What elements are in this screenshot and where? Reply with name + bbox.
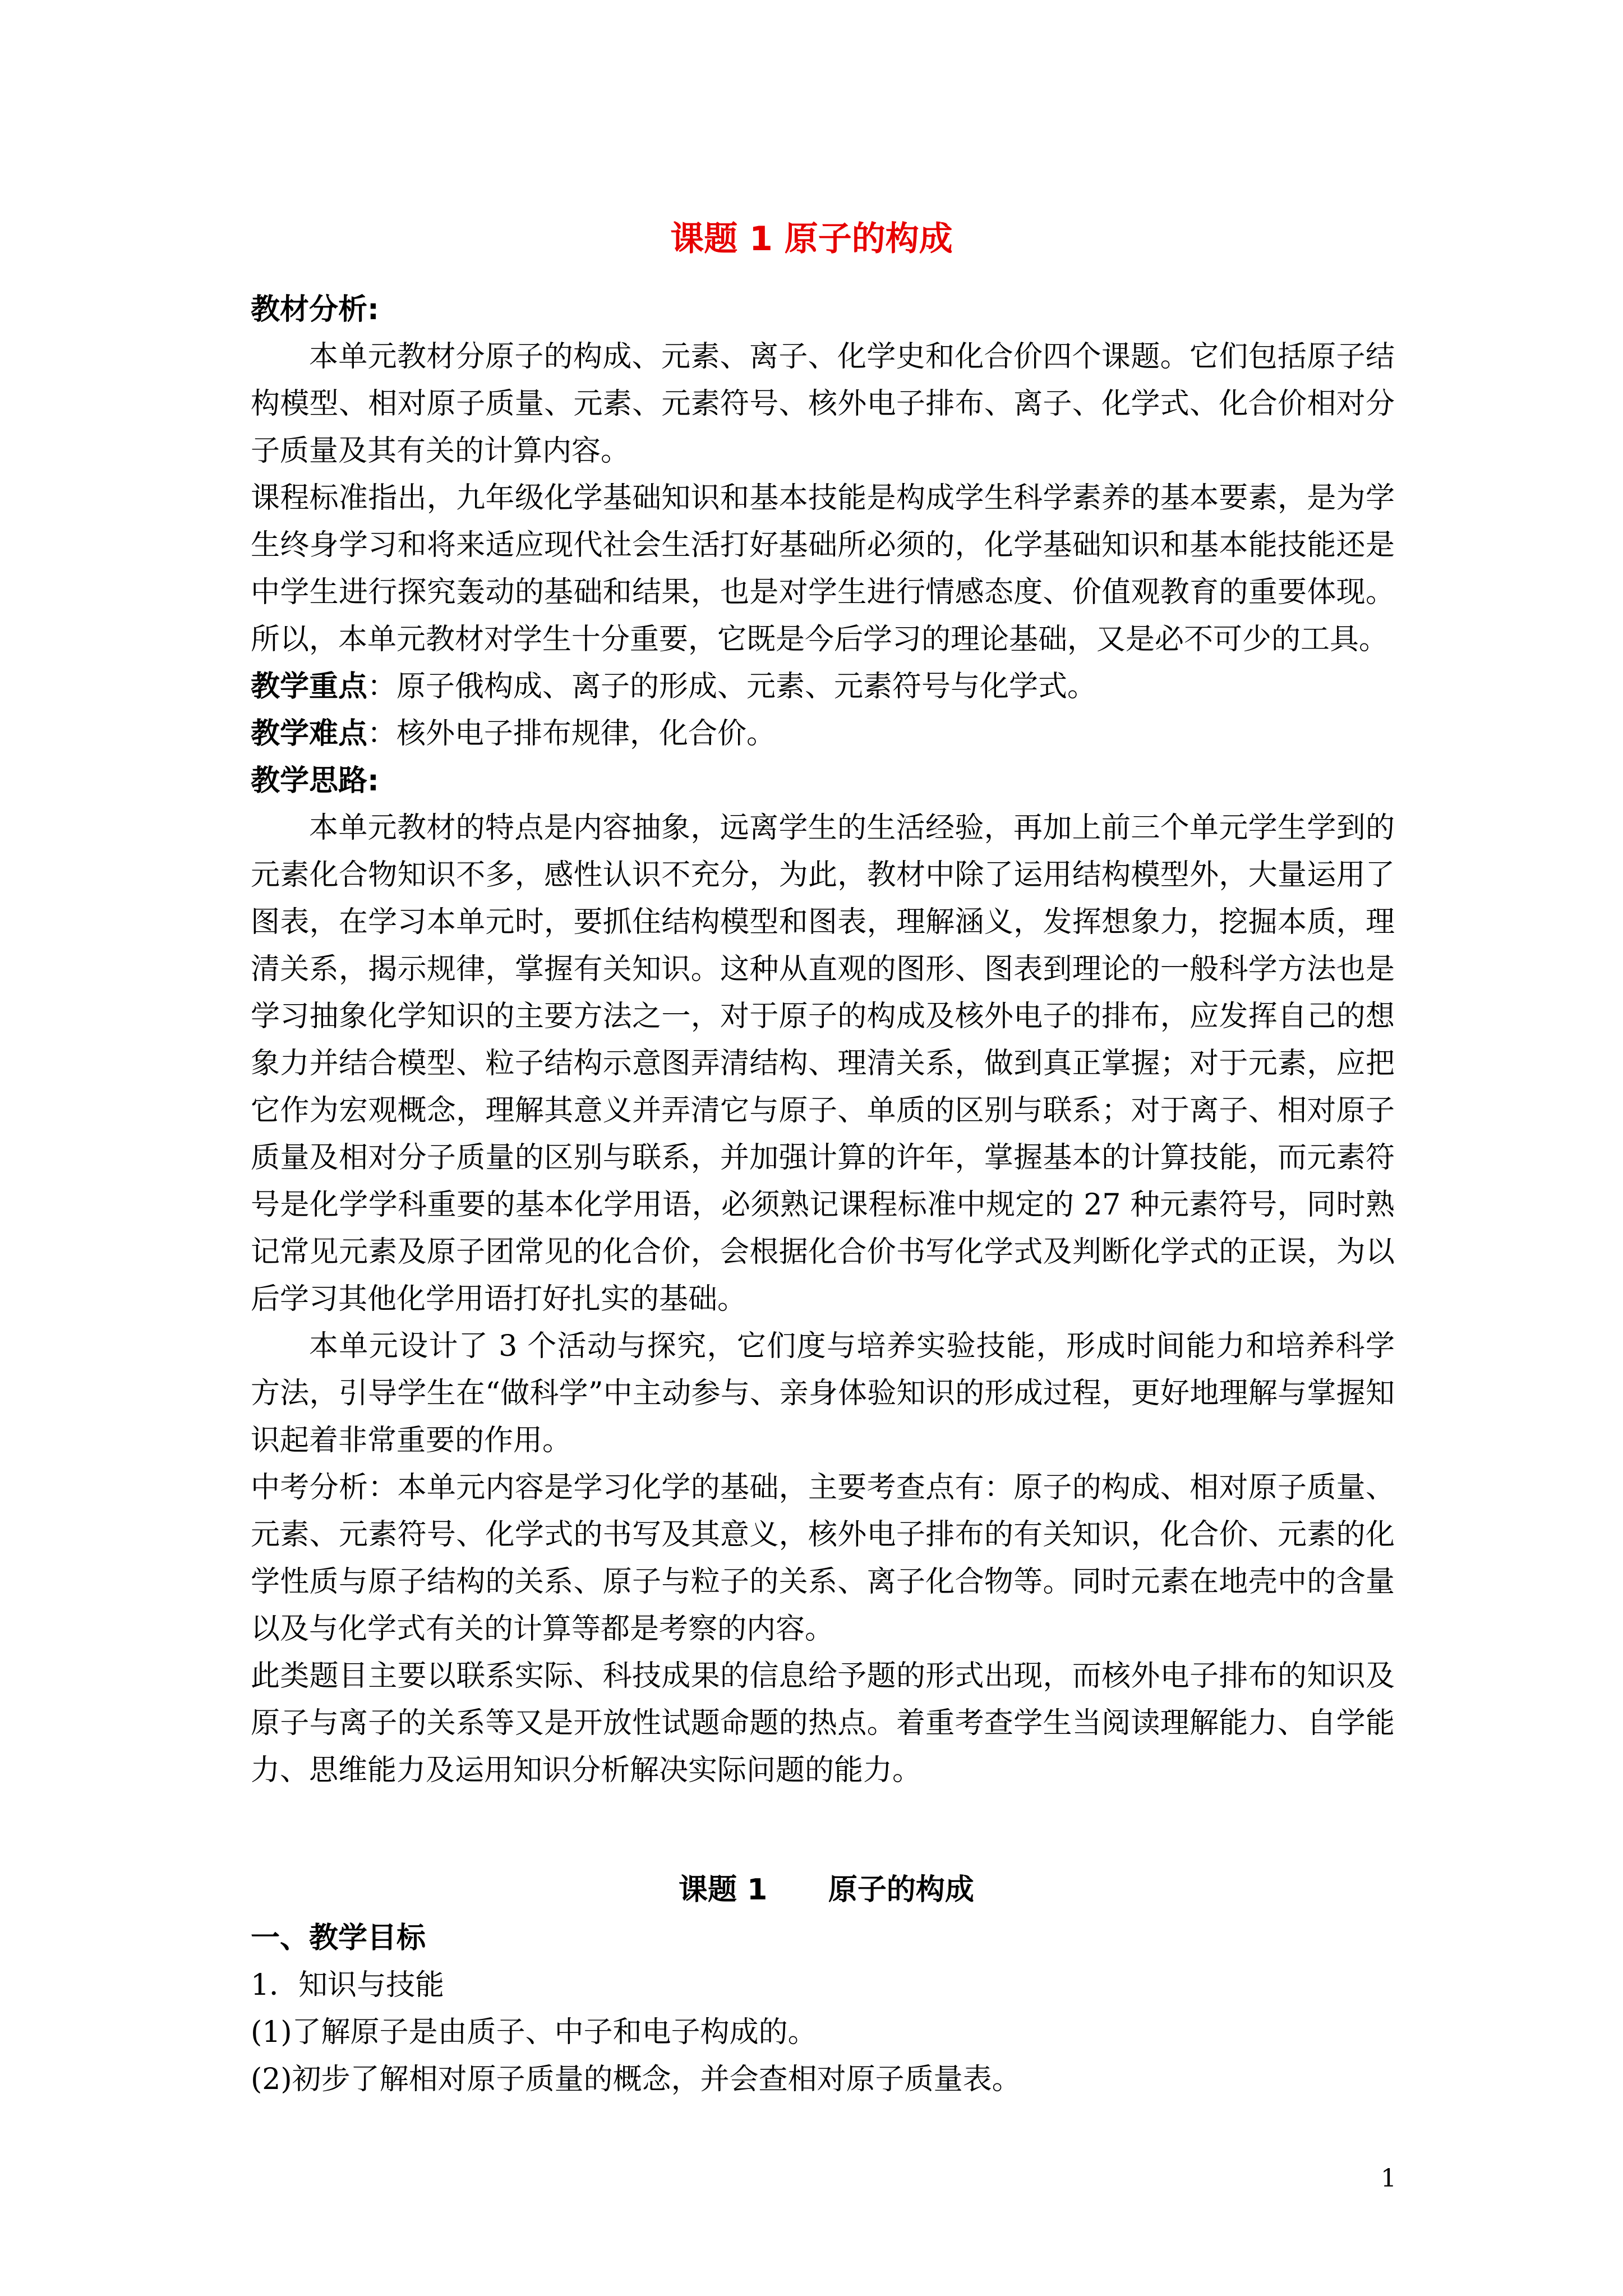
lesson-title: 课题 1 原子的构成 [679, 1873, 974, 1907]
exam-analysis-paragraph: 中考分析：本单元内容是学习化学的基础，主要考查点有：原子的构成、相对原子质量、元素、元素符号、化学式的书写及其意义，核外电子排布的有关知识，化合价、元素的化学性质与原子结构的关系、原子与粒子的关系、离子化合物等。同时元素在地壳中的含量以及与化学式有关的计算等都是考察的内容。 [251, 1471, 1395, 1646]
exam-note-paragraph: 此类题目主要以联系实际、科技成果的信息给予题的形式出现，而核外电子排布的知识及原子与离子的关系等又是开放性试题命题的热点。着重考查学生当阅读理解能力、自学能力、思维能力及运用知识分析解决实际问题的能力。 [251, 1659, 1395, 1787]
lesson-section [251, 1915, 1395, 2103]
approach-heading: 教学思路: [251, 764, 379, 798]
analysis-paragraph-1: 本单元教材分原子的构成、元素、离子、化学史和化合价四个课题。它们包括原子结构模型、相对原子质量、元素、元素符号、核外电子排布、离子、化学式、化合价相对分子质量及其有关的计算内容。 [251, 340, 1395, 468]
difficult-point-label: 教学难点 [251, 717, 368, 751]
approach-paragraph-2: 本单元设计了 3 个活动与探究，它们度与培养实验技能，形成时间能力和培养科学方法，引导学生在“做科学”中主动参与、亲身体验知识的形成过程，更好地理解与掌握知识起着非常重要的作用。 [251, 1329, 1395, 1457]
analysis-paragraph-2: 课程标准指出，九年级化学基础知识和基本技能是构成学生科学素养的基本要素，是为学生终身学习和将来适应现代社会生活打好基础所必须的，化学基础知识和基本能技能还是中学生进行探究轰动的基础和结果，也是对学生进行情感态度、价值观教育的重要体现。所以，本单元教材对学生十分重要，它既是今后学习的理论基础，又是必不可少的工具。 [251, 481, 1395, 656]
analysis-heading: 教材分析: [251, 293, 379, 326]
key-point-text: ：原子俄构成、离子的形成、元素、元素符号与化学式。 [367, 670, 1097, 703]
page-number: 1 [1381, 2164, 1396, 2193]
objective-item-1-2: (2)初步了解相对原子质量的概念，并会查相对原子质量表。 [251, 2063, 1021, 2096]
document-title: 课题 1 原子的构成 [670, 219, 953, 259]
difficult-point-text: ：核外电子排布规律，化合价。 [367, 717, 776, 751]
objectives-heading: 一、教学目标 [251, 1921, 426, 1955]
approach-paragraph-1: 本单元教材的特点是内容抽象，远离学生的生活经验，再加上前三个单元学生学到的元素化合物知识不多，感性认识不充分，为此，教材中除了运用结构模型外，大量运用了图表，在学习本单元时，要抓住结构模型和图表，理解涵义，发挥想象力，挖掘本质，理清关系，揭示规律，掌握有关知识。这种从直观的图形、图表到理论的一般科学方法也是学习抽象化学知识的主要方法之一，对于原子的构成及核外电子的排布，应发挥自己的想象力并结合模型、粒子结构示意图弄清结构、理清关系，做到真正掌握；对于元素，应把它作为宏观概念，理解其意义并弄清它与原子、单质的区别与联系；对于离子、相对原子质量及相对分子质量的区别与联系，并加强计算的许年，掌握基本的计算技能，而元素符号是化学学科重要的基本化学用语，必须熟记课程标准中规定的 27 种元素符号，同时熟记常见元素及原子团常见的化合价，会根据化合价书写化学式及判断化学式的正误，为以后学习其他化学用语打好扎实的基础。 [251, 811, 1395, 1316]
difficult-point-line [251, 710, 1395, 757]
key-point-label: 教学重点 [251, 670, 368, 703]
objective-item-1: 1．知识与技能 [251, 1968, 445, 2002]
key-point-line [251, 663, 1395, 710]
main-content [251, 286, 1395, 1794]
objective-item-1-1: (1)了解原子是由质子、中子和电子构成的。 [251, 2016, 817, 2049]
